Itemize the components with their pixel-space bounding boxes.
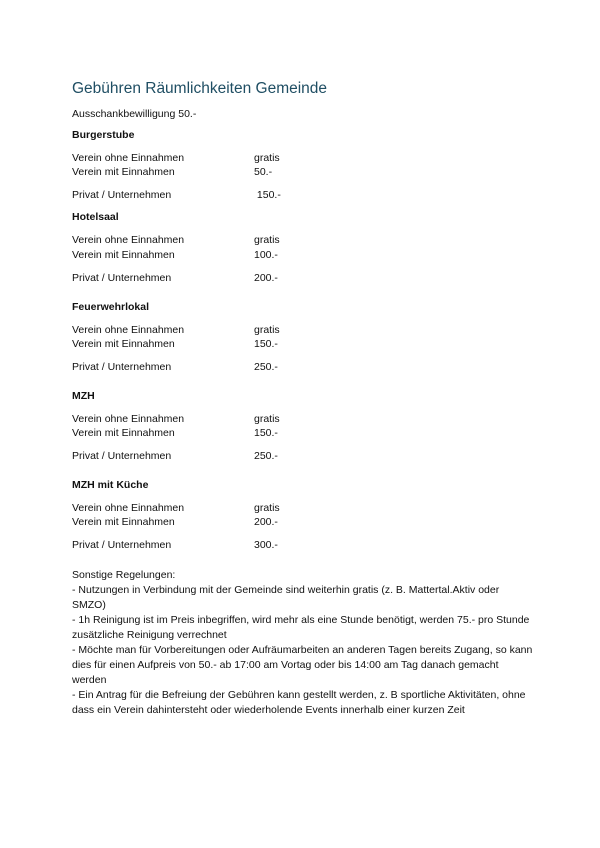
- section-heading-mzh: MZH: [72, 390, 95, 402]
- row-label: Privat / Unternehmen: [72, 539, 172, 551]
- row-label: Verein mit Einnahmen: [72, 166, 175, 178]
- row-value: 200.-: [254, 516, 278, 528]
- other-rules-block: [72, 568, 534, 718]
- page-title: Gebühren Räumlichkeiten Gemeinde: [72, 80, 328, 97]
- row-value: gratis: [254, 152, 280, 164]
- row-value: 100.-: [254, 249, 278, 261]
- row-label: Verein mit Einnahmen: [72, 338, 175, 350]
- row-value: 150.-: [254, 189, 281, 201]
- section-heading-hotelsaal: Hotelsaal: [72, 211, 119, 223]
- row-label: Privat / Unternehmen: [72, 361, 172, 373]
- row-value: 50.-: [254, 166, 273, 178]
- row-label: Privat / Unternehmen: [72, 450, 172, 462]
- rule-item: - Nutzungen in Verbindung mit der Gemeinde sind weiterhin gratis (z. B. Mattertal.Aktiv oder SMZO): [72, 584, 500, 611]
- section-heading-feuerwehrlokal: Feuerwehrlokal: [72, 301, 150, 313]
- row-value: 200.-: [254, 272, 278, 284]
- row-label: Verein ohne Einnahmen: [72, 234, 185, 246]
- rule-item: - Möchte man für Vorbereitungen oder Aufräumarbeiten an anderen Tagen bereits Zugang, so kann dies für einen Aufpreis von 50.- ab 17:00 am Vortag oder bis 14:00 am Tag danach gemacht werden: [72, 644, 533, 686]
- row-value: 150.-: [254, 338, 278, 350]
- row-label: Privat / Unternehmen: [72, 272, 172, 284]
- row-label: Verein mit Einnahmen: [72, 427, 175, 439]
- ausschank-line: Ausschankbewilligung 50.-: [72, 108, 197, 120]
- row-label: Verein mit Einnahmen: [72, 516, 175, 528]
- row-value: 250.-: [254, 450, 278, 462]
- row-label: Verein ohne Einnahmen: [72, 502, 185, 514]
- row-value: gratis: [254, 324, 280, 336]
- rule-item: - 1h Reinigung ist im Preis inbegriffen, wird mehr als eine Stunde benötigt, werden 75.- pro Stunde zusätzliche Reinigung verrechnet: [72, 614, 530, 641]
- row-value: gratis: [254, 234, 280, 246]
- row-value: gratis: [254, 502, 280, 514]
- row-label: Verein mit Einnahmen: [72, 249, 175, 261]
- row-value: 300.-: [254, 539, 278, 551]
- other-rules-heading: Sonstige Regelungen:: [72, 569, 176, 581]
- row-label: Verein ohne Einnahmen: [72, 324, 185, 336]
- rule-item: - Ein Antrag für die Befreiung der Gebühren kann gestellt werden, z. B sportliche Aktivitäten, ohne dass ein Verein dahintersteht oder wiederholende Events innerhalb einer kurzen Zeit: [72, 689, 526, 716]
- row-label: Privat / Unternehmen: [72, 189, 172, 201]
- section-heading-burgerstube: Burgerstube: [72, 129, 135, 141]
- row-value: gratis: [254, 413, 280, 425]
- row-value: 250.-: [254, 361, 278, 373]
- row-label: Verein ohne Einnahmen: [72, 413, 185, 425]
- section-heading-mzh-mit-kueche: MZH mit Küche: [72, 479, 149, 491]
- row-label: Verein ohne Einnahmen: [72, 152, 185, 164]
- row-value: 150.-: [254, 427, 278, 439]
